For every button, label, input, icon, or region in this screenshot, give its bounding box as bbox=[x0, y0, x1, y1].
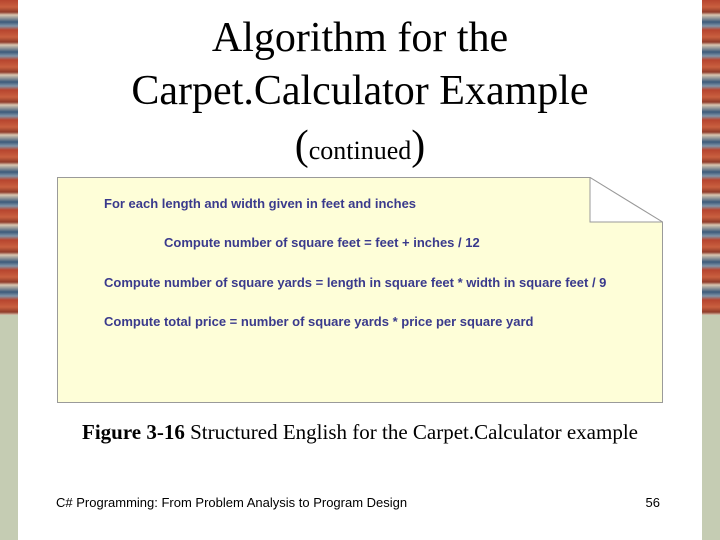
figure-line-1: For each length and width given in feet and inches bbox=[104, 196, 417, 211]
folded-corner-icon bbox=[590, 178, 663, 223]
figure-caption bbox=[0, 420, 720, 445]
title-continued: (continued) bbox=[294, 123, 426, 169]
title-line-2: Carpet.Calculator Example bbox=[131, 68, 589, 114]
figure-line-2: Compute number of square feet = feet + inches / 12 bbox=[164, 235, 480, 250]
figure-line-3: Compute number of square yards = length in square feet * width in square feet / 9 bbox=[104, 275, 607, 290]
left-decorative-strip bbox=[0, 0, 18, 540]
page-number: 56 bbox=[645, 495, 660, 510]
figure-caption-text: Structured English for the Carpet.Calculator example bbox=[184, 420, 638, 444]
structured-english-figure bbox=[57, 177, 663, 403]
footer-course-title: C# Programming: From Problem Analysis to Program Design bbox=[56, 495, 408, 510]
figure-label: Figure 3-16 bbox=[82, 420, 185, 444]
continued-word: continued bbox=[308, 136, 412, 165]
figure-line-4: Compute total price = number of square yards * price per square yard bbox=[104, 314, 534, 329]
slide-title bbox=[40, 12, 680, 179]
right-decorative-strip bbox=[702, 0, 720, 540]
title-line-1: Algorithm for the bbox=[211, 15, 509, 61]
